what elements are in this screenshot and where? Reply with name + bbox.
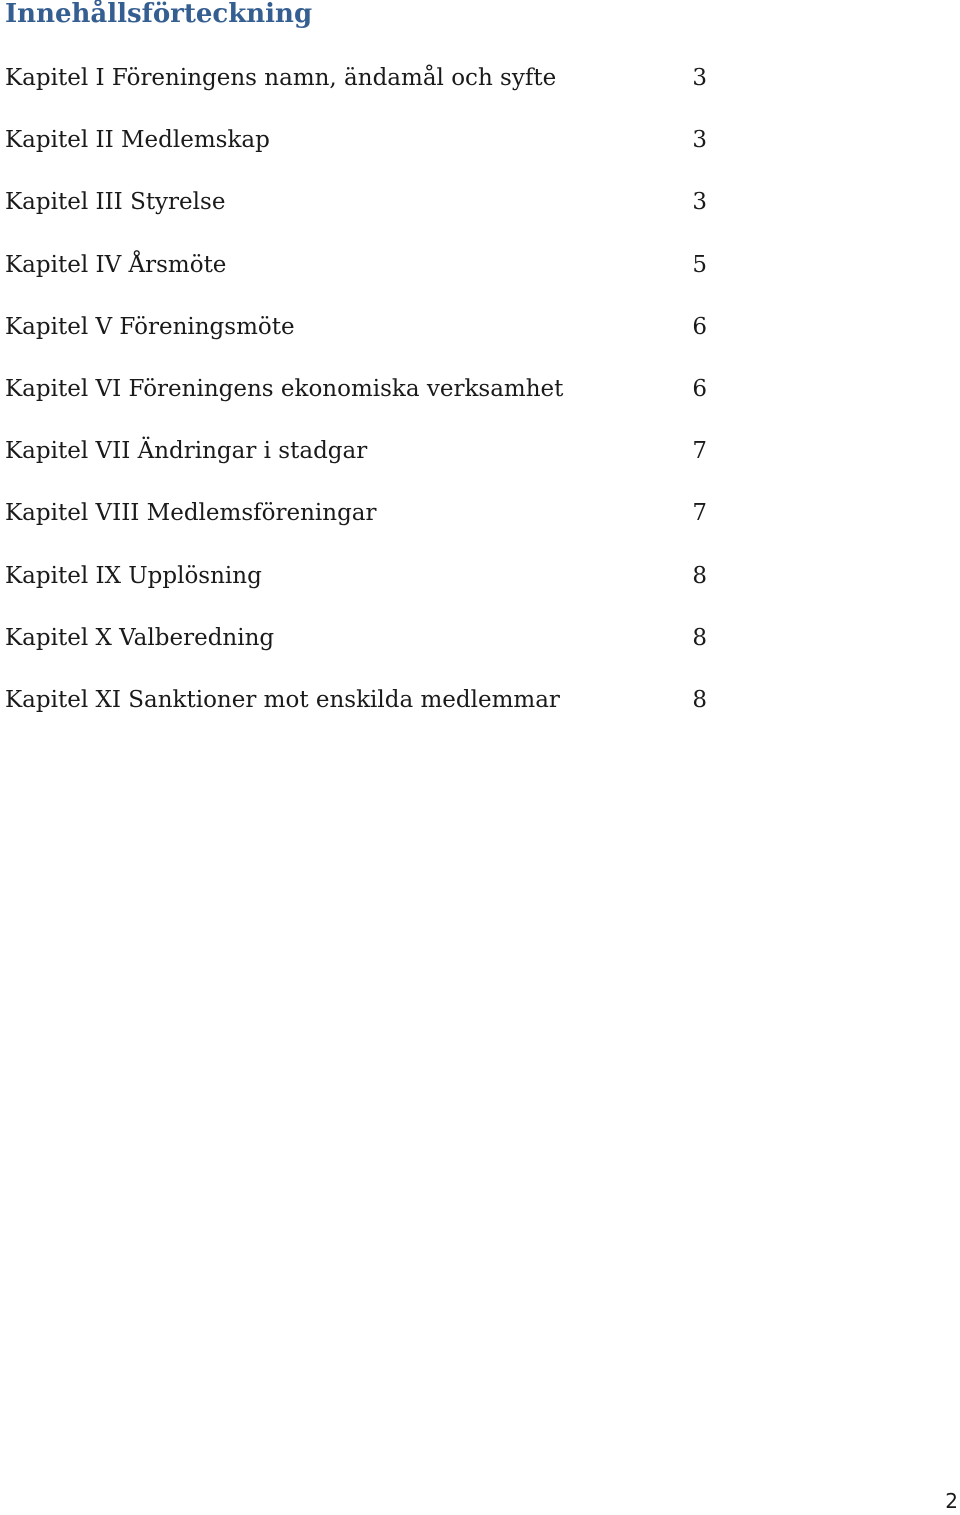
toc-entry-title: Kapitel VIII Medlemsföreningar [5,500,377,527]
toc-entry-title: Kapitel III Styrelse [5,189,226,216]
toc-entry-title: Kapitel IV Årsmöte [5,251,227,278]
toc-entry-kapitel-3[interactable] [5,184,725,246]
toc-entry-kapitel-7[interactable] [5,433,725,495]
toc-entry-page: 6 [692,313,707,340]
toc-list [5,60,725,744]
toc-entry-page: 3 [692,127,707,154]
toc-entry-page: 8 [692,562,707,589]
page-number: 2 [945,1489,958,1513]
toc-entry-page: 5 [692,251,707,278]
toc-entry-kapitel-5[interactable] [5,309,725,371]
toc-entry-kapitel-4[interactable] [5,247,725,309]
toc-entry-page: 3 [692,65,707,91]
toc-entry-kapitel-9[interactable] [5,558,725,620]
toc-entry-page: 6 [692,375,707,402]
toc-entry-kapitel-11[interactable] [5,682,725,744]
toc-entry-title: Kapitel VI Föreningens ekonomiska verksamhet [5,375,564,402]
toc-entry-kapitel-2[interactable] [5,122,725,184]
toc-entry-page: 8 [692,686,707,713]
toc-entry-page: 8 [692,624,707,651]
toc-entry-title: Kapitel II Medlemskap [5,127,270,154]
toc-heading: Innehållsförteckning [5,0,313,29]
toc-entry-title: Kapitel VII Ändringar i stadgar [5,438,368,465]
toc-entry-title: Kapitel I Föreningens namn, ändamål och syfte [5,65,557,91]
toc-entry-kapitel-6[interactable] [5,371,725,433]
toc-entry-page: 7 [692,500,707,527]
toc-entry-title: Kapitel X Valberedning [5,624,275,651]
toc-entry-page: 7 [692,438,707,465]
toc-entry-kapitel-1[interactable] [5,60,725,122]
toc-entry-title: Kapitel V Föreningsmöte [5,313,295,340]
toc-entry-page: 3 [692,189,707,216]
toc-entry-title: Kapitel XI Sanktioner mot enskilda medlemmar [5,686,560,713]
toc-entry-kapitel-10[interactable] [5,620,725,682]
toc-entry-title: Kapitel IX Upplösning [5,562,262,589]
toc-entry-kapitel-8[interactable] [5,495,725,557]
